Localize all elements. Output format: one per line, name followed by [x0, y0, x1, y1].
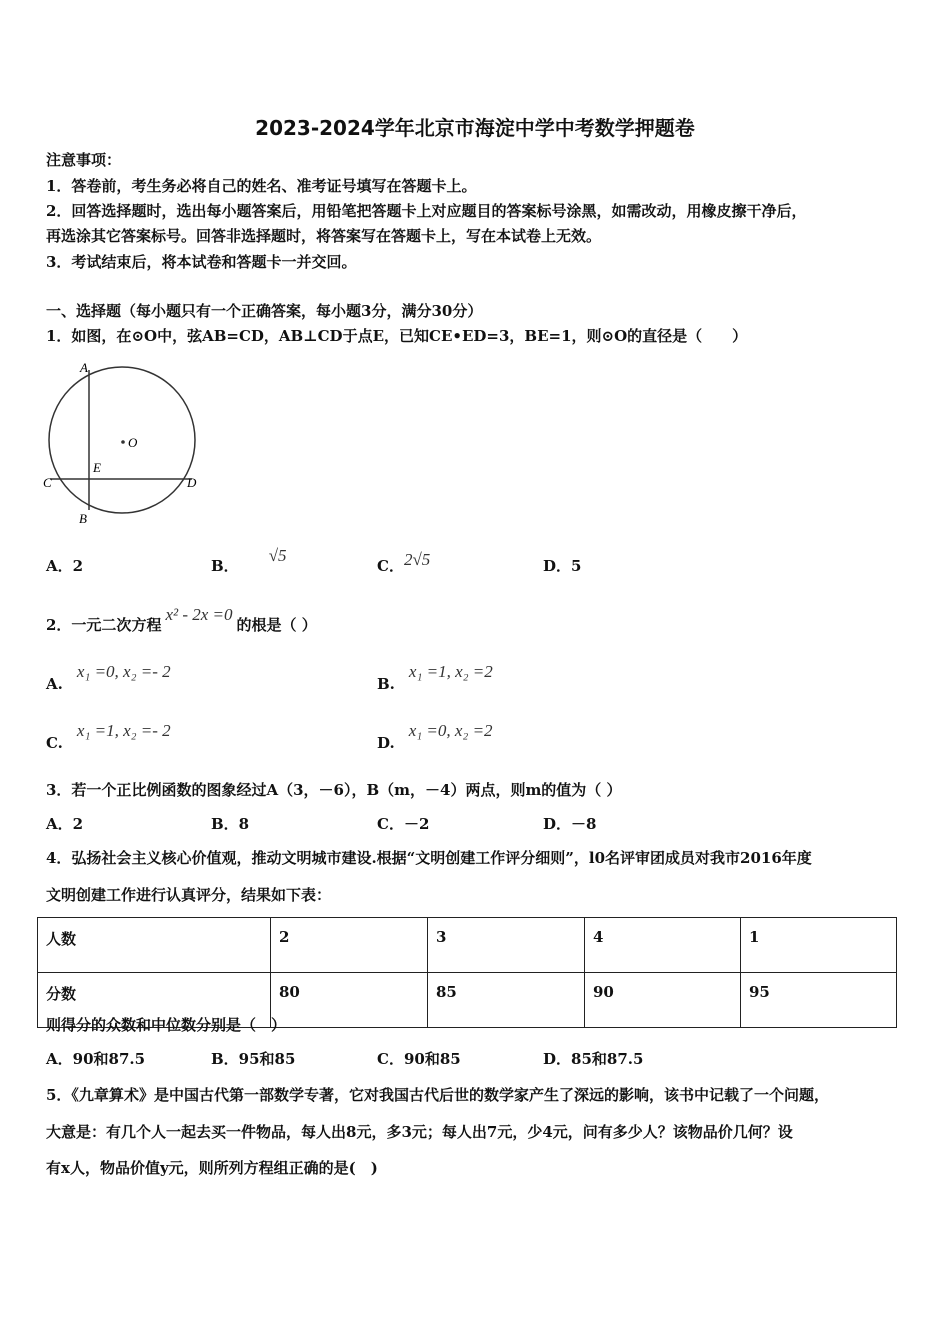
q2-option-a: A.x₁ =0, x₂ =- 2: [46, 662, 171, 693]
q4-option-a: A．90和87.5: [46, 1050, 146, 1068]
question-5-cont: 大意是：有几个人一起去买一件物品，每人出8元，多3元；每人出7元，少4元，问有多少人？该物品价几何？设: [46, 1123, 793, 1141]
score-table: [37, 917, 897, 1028]
section-heading: 一、选择题（每小题只有一个正确答案，每小题3分，满分30分）: [46, 302, 483, 320]
question-4-ask: 则得分的众数和中位数分别是（ ）: [46, 1016, 287, 1034]
label-e: E: [93, 460, 101, 475]
q2-option-d: D.x₁ =0, x₂ =2: [377, 721, 493, 752]
question-5-cont: 有x人，物品价值y元，则所列方程组正确的是( ): [46, 1159, 378, 1177]
question-1: 1．如图，在⊙O中，弦AB=CD，AB⊥CD于点E，已知CE•ED=3，BE=1，则⊙O的直径是（ ）: [46, 327, 748, 345]
q1-option-a: A．2: [46, 557, 84, 575]
question-4: 4．弘扬社会主义核心价值观，推动文明城市建设.根据“文明创建工作评分细则”，l0名评审团成员对我市2016年度: [46, 849, 812, 867]
equation: x² - 2x =0: [165, 605, 233, 624]
notice-item: 1．答卷前，考生务必将自己的姓名、准考证号填写在答题卡上。: [46, 177, 477, 195]
notice-item: 再选涂其它答案标号。回答非选择题时，将答案写在答题卡上，写在本试卷上无效。: [46, 227, 602, 245]
page-title: 2023-2024学年北京市海淀中学中考数学押题卷: [255, 116, 695, 140]
q1-option-d: D．5: [543, 557, 582, 575]
center-point: [121, 440, 125, 444]
label-c: C: [43, 475, 52, 490]
q2-option-b: B.x₁ =1, x₂ =2: [377, 662, 493, 693]
label-b: B: [79, 511, 87, 526]
question-2: 2．一元二次方程x² - 2x =0的根是（ ）: [46, 605, 317, 634]
q4-option-b: B．95和85: [211, 1050, 296, 1068]
q2-option-c: C.x₁ =1, x₂ =- 2: [46, 721, 171, 752]
circle-o: [49, 367, 195, 513]
q1-option-c: C．2√5: [377, 550, 431, 575]
table-row: 人数 2 3 4 1: [38, 918, 897, 973]
q4-option-d: D．85和87.5: [543, 1050, 644, 1068]
notice-heading: 注意事项：: [46, 151, 122, 169]
question-5: 5．《九章算术》是中国古代第一部数学专著，它对我国古代后世的数学家产生了深远的影响，该书中记载了一个问题，: [46, 1086, 829, 1104]
circle-figure: [40, 358, 210, 530]
label-o: O: [128, 435, 138, 450]
notice-item: 2．回答选择题时，选出每小题答案后，用铅笔把答题卡上对应题目的答案标号涂黑，如需改动，用橡皮擦干净后，: [46, 202, 807, 220]
q1-option-b: B．√5: [211, 546, 287, 575]
question-3: 3．若一个正比例函数的图象经过A（3，－6），B（m，－4）两点，则m的值为（ ）: [46, 781, 622, 799]
label-d: D: [187, 475, 197, 490]
q3-option-b: B．8: [211, 815, 250, 833]
q3-option-c: C．－2: [377, 815, 430, 833]
q3-option-a: A．2: [46, 815, 84, 833]
table-row: 分数 80 85 90 95: [38, 973, 897, 1028]
label-a: A: [80, 360, 88, 375]
q4-option-c: C．90和85: [377, 1050, 461, 1068]
q3-option-d: D．－8: [543, 815, 597, 833]
question-4-cont: 文明创建工作进行认真评分，结果如下表：: [46, 886, 332, 904]
notice-item: 3．考试结束后，将本试卷和答题卡一并交回。: [46, 253, 357, 271]
